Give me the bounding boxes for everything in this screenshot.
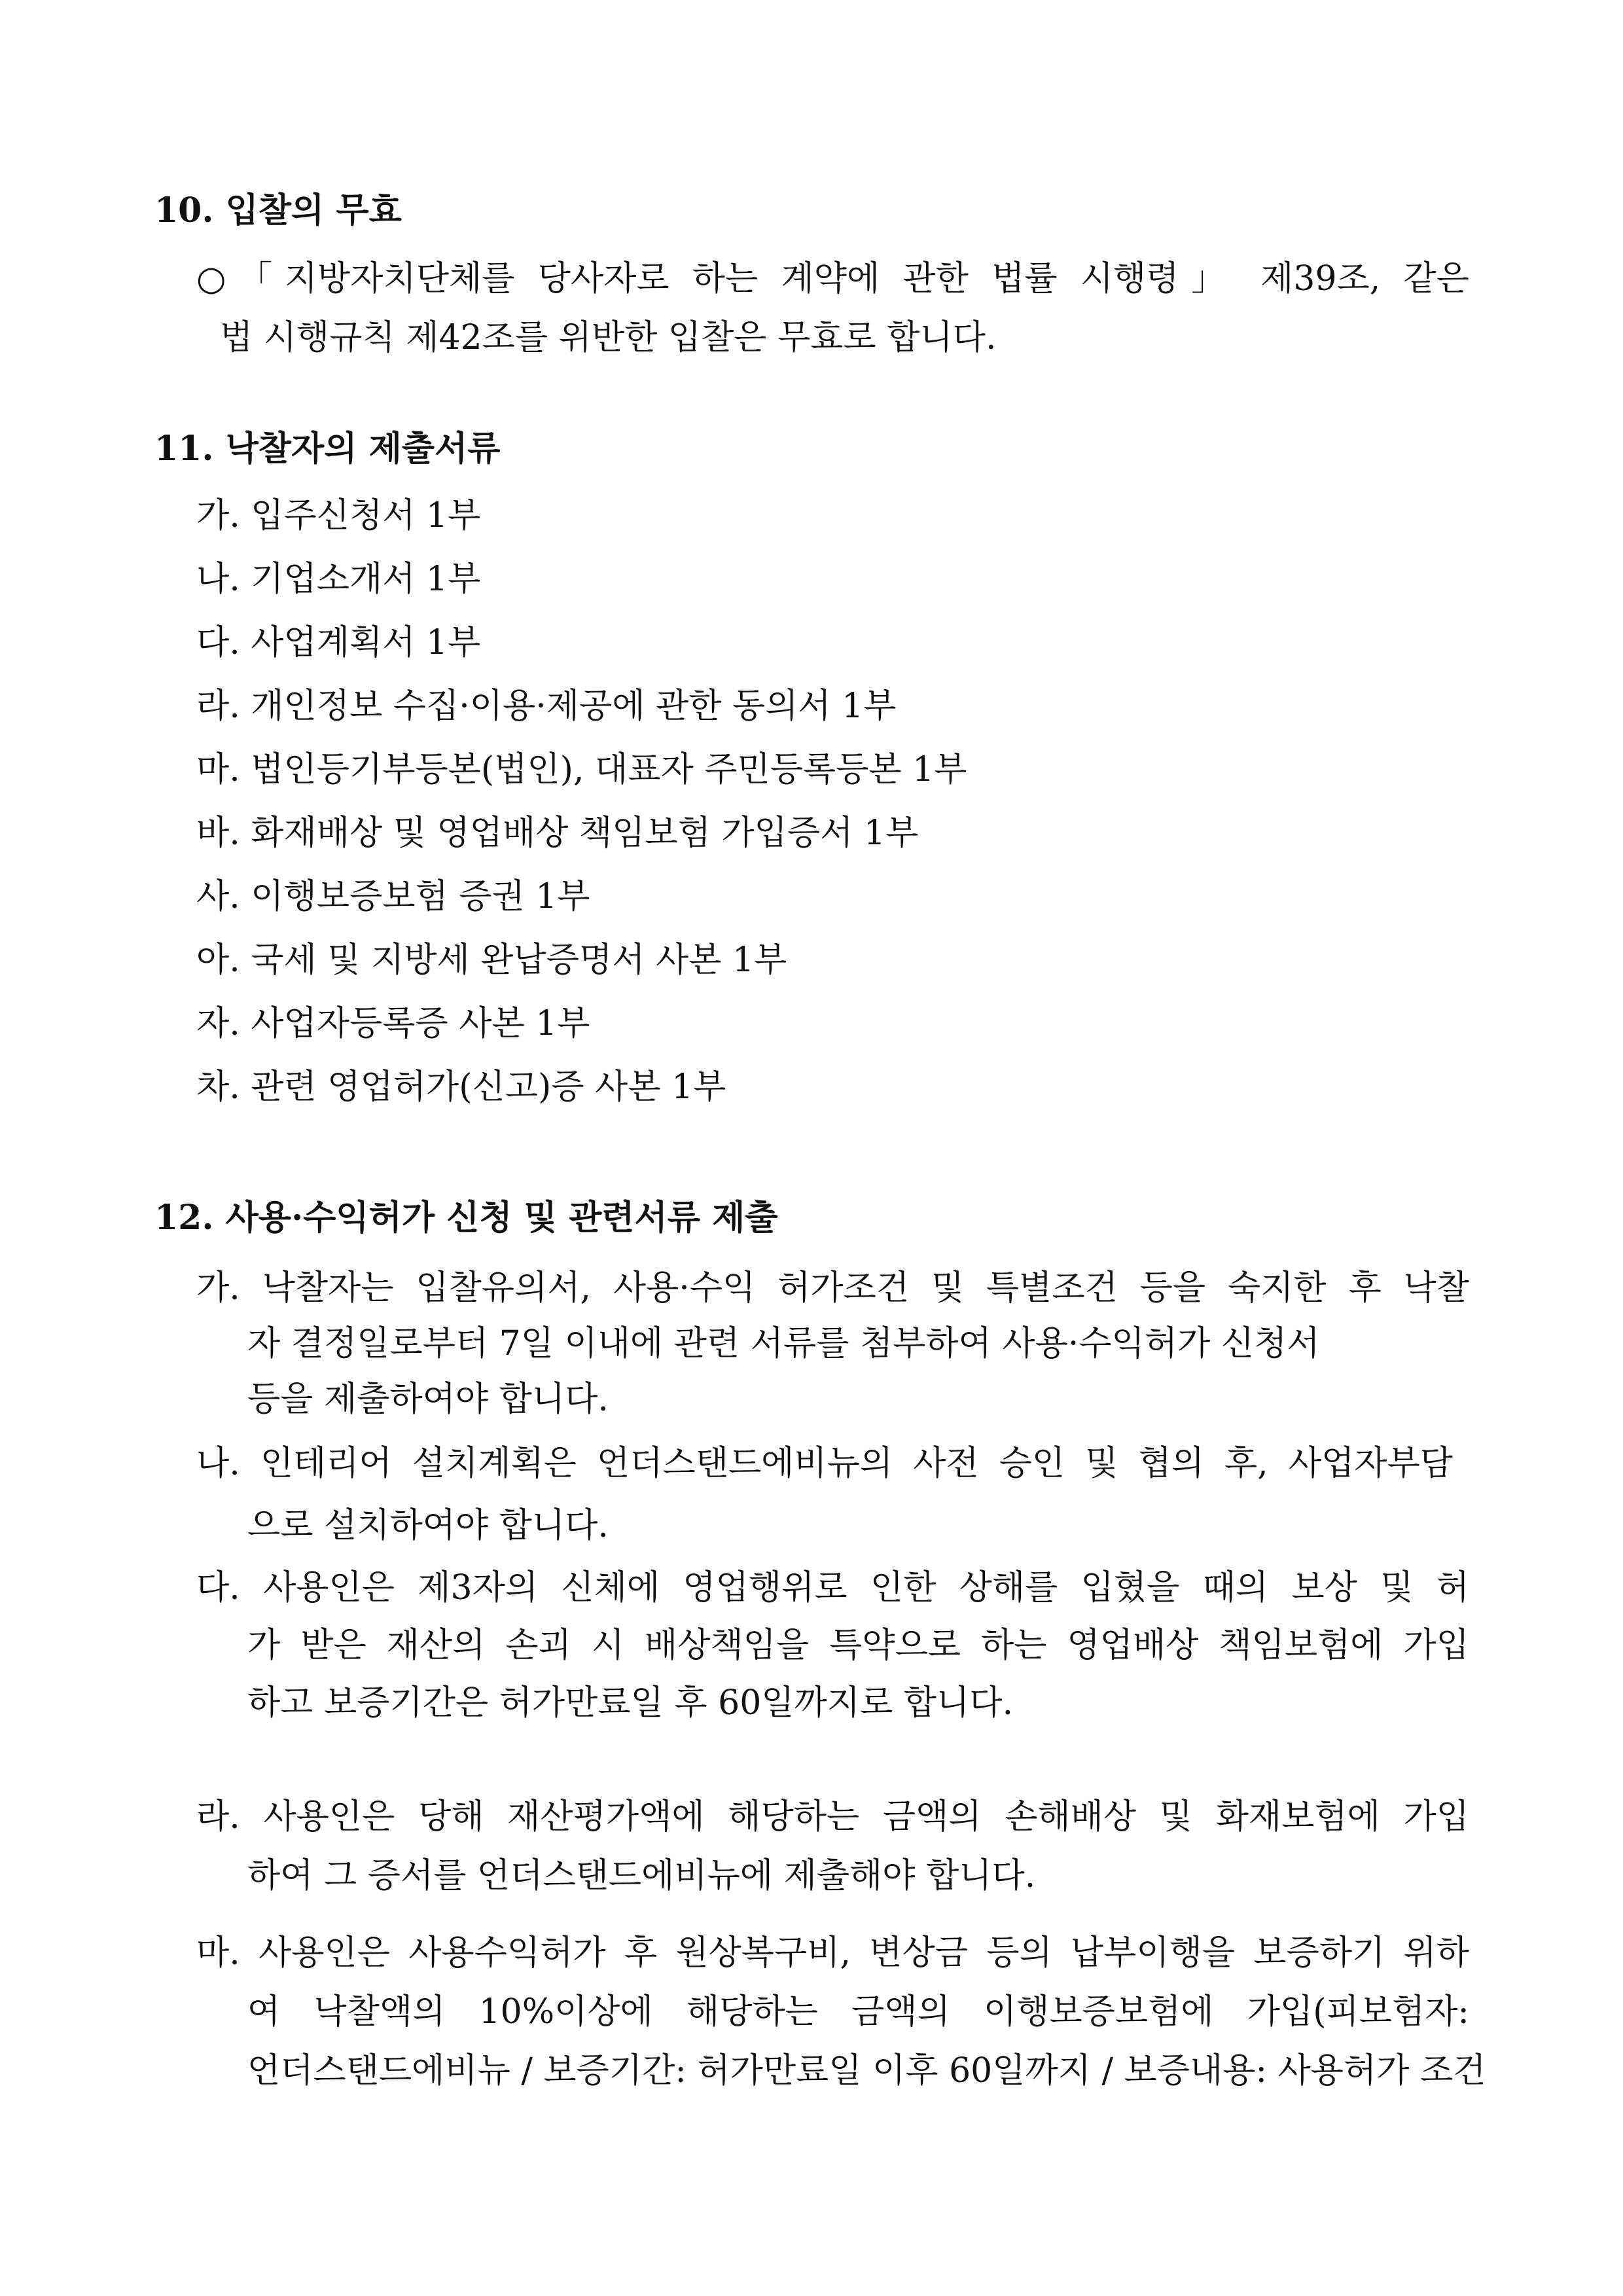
section-12-item-da-line-3: 하고 보증기간은 허가만료일 후 60일까지로 합니다.	[247, 1683, 1013, 1723]
list-item: 라. 개인정보 수집·이용·제공에 관한 동의서 1부	[196, 687, 897, 726]
section-12-item-na-line-2: 으로 설치하여야 합니다.	[247, 1506, 609, 1545]
section-12-item-ma-line-2: 여 낙찰액의 10%이상에 해당하는 금액의 이행보증보험에 가입(피보험자:	[247, 1992, 1469, 2032]
section-12-item-ga-line-2: 자 결정일로부터 7일 이내에 관련 서류를 첨부하여 사용·수익허가 신청서	[247, 1324, 1320, 1363]
section-10-heading: 10. 입찰의 무효	[154, 190, 402, 230]
section-12-item-ra-line-2: 하여 그 증서를 언더스탠드에비뉴에 제출해야 합니다.	[247, 1856, 1036, 1895]
list-item: 가. 입주신청서 1부	[196, 496, 481, 535]
section-12-item-da-line-2: 가 받은 재산의 손괴 시 배상책임을 특약으로 하는 영업배상 책임보험에 가입	[247, 1626, 1469, 1665]
section-10-text-line-1: ○「지방자치단체를 당사자로 하는 계약에 관한 법률 시행령」 제39조, 같은	[196, 259, 1469, 298]
list-item: 아. 국세 및 지방세 완납증명서 사본 1부	[196, 941, 787, 980]
list-item: 차. 관련 영업허가(신고)증 사본 1부	[196, 1067, 726, 1107]
section-11-heading: 11. 낙찰자의 제출서류	[154, 429, 501, 469]
list-item: 자. 사업자등록증 사본 1부	[196, 1004, 590, 1043]
list-item: 사. 이행보증보험 증권 1부	[196, 877, 590, 916]
section-10-text-line-2: 법 시행규칙 제42조를 위반한 입찰은 무효로 합니다.	[220, 318, 997, 357]
section-12-item-da-line-1: 다. 사용인은 제3자의 신체에 영업행위로 인한 상해를 입혔을 때의 보상 및 허	[196, 1568, 1469, 1607]
section-12-item-ra-line-1: 라. 사용인은 당해 재산평가액에 해당하는 금액의 손해배상 및 화재보험에 가입	[196, 1797, 1469, 1837]
section-12-heading: 12. 사용·수익허가 신청 및 관련서류 제출	[154, 1198, 778, 1238]
list-item: 다. 사업계획서 1부	[196, 623, 481, 662]
list-item: 나. 기업소개서 1부	[196, 560, 481, 599]
list-item: 바. 화재배상 및 영업배상 책임보험 가입증서 1부	[196, 814, 919, 853]
section-12-item-ma-line-1: 마. 사용인은 사용수익허가 후 원상복구비, 변상금 등의 납부이행을 보증하기 위하	[196, 1933, 1469, 1973]
section-12-item-na-line-1: 나. 인테리어 설치계획은 언더스탠드에비뉴의 사전 승인 및 협의 후, 사업자부담	[196, 1444, 1453, 1483]
list-item: 마. 법인등기부등본(법인), 대표자 주민등록등본 1부	[196, 750, 967, 789]
section-12-item-ga-line-3: 등을 제출하여야 합니다.	[247, 1380, 609, 1419]
section-12-item-ma-line-3: 언더스탠드에비뉴 / 보증기간: 허가만료일 이후 60일까지 / 보증내용: 사용허가 조건	[247, 2051, 1486, 2090]
section-12-item-ga-line-1: 가. 낙찰자는 입찰유의서, 사용·수익 허가조건 및 특별조건 등을 숙지한 후 낙찰	[196, 1268, 1469, 1308]
